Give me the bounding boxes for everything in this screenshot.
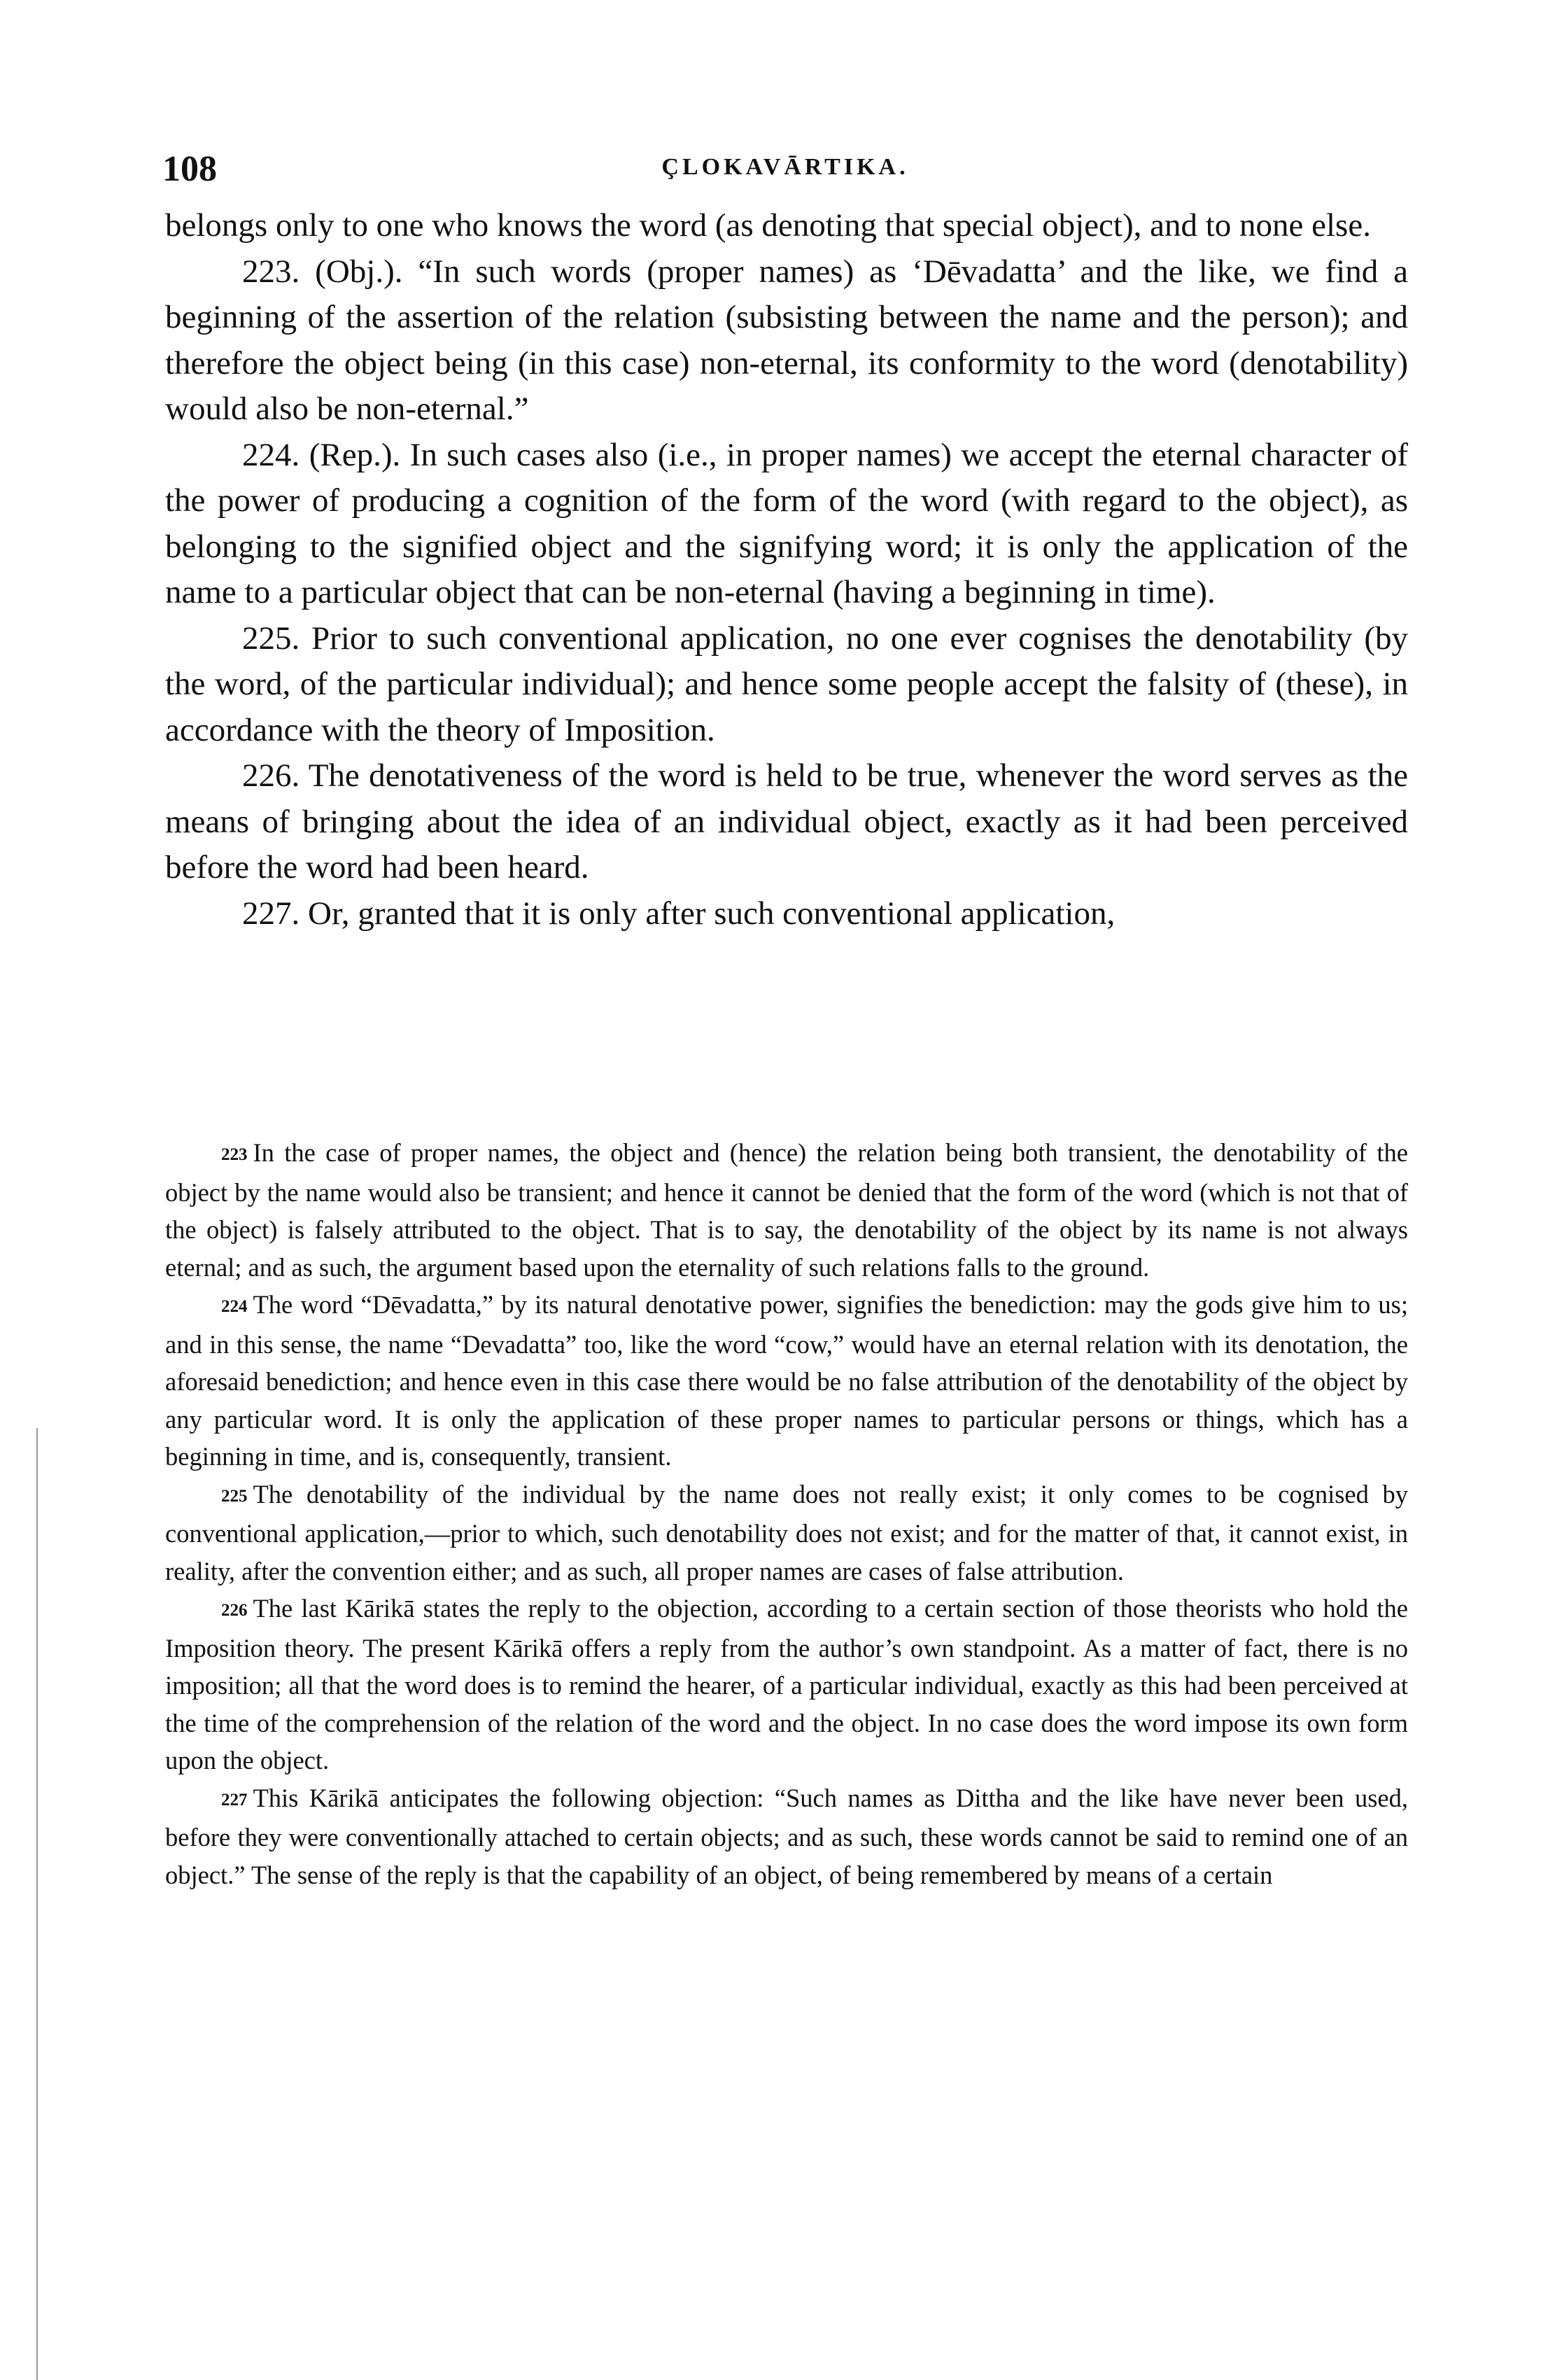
paragraph-226: 226. The denotativeness of the word is held to be true, whenever the word serves as the means of bringing about the idea of an individual object, exactly as it had been perceived before the word had been heard. xyxy=(165,757,1408,886)
paragraph-224: 224. (Rep.). In such cases also (i.e., in proper names) we accept the eternal character of the power of producing a cognition of the form of the word (with regard to the object), as belonging to the signified object and the signifying word; it is only the application of the name to a particular object that can be non-eternal (having a beginning in time). xyxy=(165,436,1408,610)
running-head: ÇLOKAVĀRTIKA. xyxy=(661,154,909,180)
footnote-227 xyxy=(165,1779,1408,1894)
page-edge-line xyxy=(36,1428,38,2380)
footnote-text: The word “Dēvadatta,” by its natural denotative power, signifies the benediction: may the gods give him to us; and in this sense, the name “Devadatta” too, like the word “cow,” would have an eternal relation with its denotation, the aforesaid benediction; and hence even in this case there would be no false attribution of the denotability of the object by any particular word. It is only the application of these proper names to particular persons or things, which has a beginning in time, and is, consequently, transient. xyxy=(165,1290,1408,1471)
footnote-number: 225 xyxy=(221,1486,248,1506)
footnote-223 xyxy=(165,1134,1408,1286)
footnotes xyxy=(165,1134,1408,1893)
footnote-226 xyxy=(165,1590,1408,1779)
footnote-number: 226 xyxy=(221,1601,248,1620)
paragraph-223: 223. (Obj.). “In such words (proper names) as ‘Dēvadatta’ and the like, we find a beginning of the assertion of the relation (subsisting between the name and the person); and therefore the object being (in this case) non-eternal, its conformity to the word (denotability) would also be non-eternal.” xyxy=(165,253,1408,427)
footnote-224 xyxy=(165,1286,1408,1476)
footnote-text: In the case of proper names, the object and (hence) the relation being both transient, the denotability of the object by the name would also be transient; and hence it cannot be denied that the form of the word (which is not that of the object) is falsely attributed to the object. That is to say, the denotability of the object by its name is not always eternal; and as such, the argument based upon the eternality of such relations falls to the ground. xyxy=(165,1138,1408,1282)
paragraph-continuation: belongs only to one who knows the word (as denoting that special object), and to none else. xyxy=(165,207,1371,244)
paragraph-227: 227. Or, granted that it is only after such conventional application, xyxy=(242,895,1116,932)
footnote-number: 224 xyxy=(221,1297,248,1316)
footnote-number: 227 xyxy=(221,1790,248,1809)
footnote-text: This Kārikā anticipates the following objection: “Such names as Dittha and the like have never been used, before they were conventionally attached to certain objects; and as such, these words cannot be said to remind one of an object.” The sense of the reply is that the capability of an object, of being remembered by means of a certain xyxy=(165,1783,1408,1889)
footnote-text: The last Kārikā states the reply to the objection, according to a certain section of those theorists who hold the Imposition theory. The present Kārikā offers a reply from the author’s own standpoint. As a matter of fact, there is no imposition; all that the word does is to remind the hearer, of a particular individual, exactly as this had been perceived at the time of the comprehension of the relation of the word and the object. In no case does the word impose its own form upon the object. xyxy=(165,1594,1408,1774)
footnote-text: The denotability of the individual by the name does not really exist; it only comes to be cognised by conventional application,—prior to which, such denotability does not exist; and for the matter of that, it cannot exist, in reality, after the convention either; and as such, all proper names are cases of false attribution. xyxy=(165,1479,1408,1586)
footnote-number: 223 xyxy=(221,1145,248,1164)
page-number: 108 xyxy=(162,149,217,189)
footnote-225 xyxy=(165,1476,1408,1590)
page-header xyxy=(162,148,1408,190)
paragraph-225: 225. Prior to such conventional application, no one ever cognises the denotability (by the word, of the particular individual); and hence some people accept the falsity of (these), in accordance with the theory of Imposition. xyxy=(165,620,1408,748)
main-text xyxy=(165,203,1408,937)
